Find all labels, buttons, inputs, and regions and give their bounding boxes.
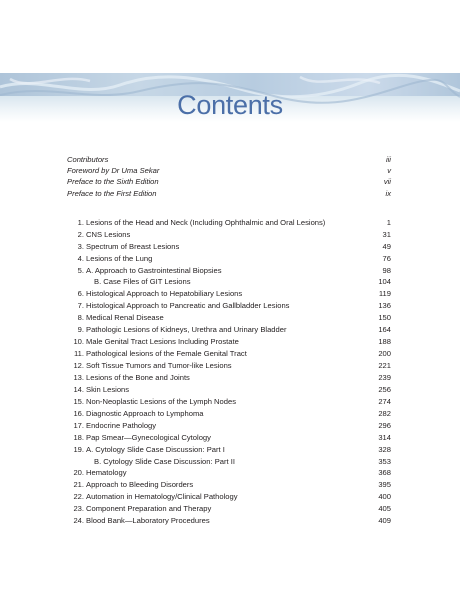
page-number: 150 [378, 313, 391, 323]
chapter-title: Histological Approach to Pancreatic and Gallbladder Lesions [86, 301, 290, 311]
section-gap [67, 199, 391, 217]
chapter-title: A. Approach to Gastrointestinal Biopsies [86, 265, 222, 275]
chapter-number: 20. [73, 468, 84, 478]
chapter-title: Approach to Bleeding Disorders [86, 480, 194, 490]
page-number: 395 [378, 480, 391, 490]
chapter-title: Lesions of the Bone and Joints [86, 372, 190, 382]
page-number: v [387, 166, 391, 176]
chapter-number: 2. [77, 229, 84, 239]
page-number: 368 [378, 468, 391, 478]
chapter-number: 22. [73, 492, 84, 502]
chapter-number: 7. [77, 301, 84, 311]
page-number: 256 [378, 384, 391, 394]
front-matter-title: Contributors [67, 155, 109, 164]
chapter-item [67, 265, 391, 277]
page-number: 76 [382, 253, 391, 263]
chapter-title: Pathologic Lesions of Kidneys, Urethra and Urinary Bladder [86, 325, 287, 335]
front-matter-item [67, 154, 391, 165]
chapter-title: B. Cytology Slide Case Discussion: Part II [94, 456, 235, 466]
chapter-number: 4. [77, 253, 84, 263]
chapter-title: Diagnostic Approach to Lymphoma [86, 408, 204, 418]
page-number: 1 [386, 217, 391, 227]
front-matter-title: Preface to the Sixth Edition [67, 177, 159, 187]
chapter-item [67, 479, 391, 491]
chapter-number: 23. [73, 504, 84, 514]
chapter-title: Medical Renal Disease [86, 313, 164, 323]
page-number: 328 [378, 444, 391, 454]
chapter-title: Non-Neoplastic Lesions of the Lymph Nodes [86, 396, 236, 406]
chapter-item [67, 336, 391, 348]
page-number: 104 [378, 277, 391, 287]
page-number: 409 [378, 516, 391, 526]
page-number: iii [385, 155, 391, 164]
page-number: 400 [378, 492, 391, 502]
chapter-title: Soft Tissue Tumors and Tumor-like Lesions [86, 361, 232, 370]
chapter-title: Skin Lesions [86, 384, 130, 394]
chapter-item [67, 503, 391, 515]
chapter-title: Histological Approach to Hepatobiliary Lesions [86, 289, 243, 299]
chapter-item [67, 324, 391, 336]
page-number: vii [383, 177, 391, 187]
page-number: 405 [378, 504, 391, 514]
page-number: 119 [378, 289, 391, 299]
chapter-number: 1. [77, 217, 84, 227]
chapter-title: B. Case Files of GIT Lesions [94, 277, 191, 287]
chapter-number: 19. [73, 444, 84, 454]
chapter-item [67, 372, 391, 384]
front-matter-title: Preface to the First Edition [67, 188, 157, 198]
chapter-title: Pathological lesions of the Female Genital Tract [86, 349, 247, 359]
chapter-number: 3. [77, 241, 84, 251]
page-number: ix [385, 188, 391, 198]
chapter-item [67, 253, 391, 265]
page-number: 296 [378, 420, 391, 430]
chapter-number: 13. [73, 372, 84, 382]
chapter-item [67, 384, 391, 396]
chapter-number: 5. [77, 265, 84, 275]
chapter-title: Component Preparation and Therapy [86, 504, 212, 514]
front-matter-title: Foreword by Dr Uma Sekar [67, 166, 160, 176]
chapter-item [67, 515, 391, 527]
chapter-item [67, 396, 391, 408]
chapter-number: 12. [73, 361, 84, 370]
chapter-number: 18. [73, 432, 84, 442]
page-number: 136 [378, 301, 391, 311]
table-of-contents [67, 154, 391, 527]
page-number: 282 [378, 408, 391, 418]
chapter-item [67, 360, 391, 372]
chapter-title: CNS Lesions [86, 229, 131, 239]
chapter-title: A. Cytology Slide Case Discussion: Part I [86, 444, 225, 454]
front-matter-list [67, 154, 391, 199]
page-number: 98 [382, 265, 391, 275]
chapter-number: 11. [74, 349, 84, 359]
front-matter-item [67, 165, 391, 176]
chapter-title: Lesions of the Lung [86, 253, 153, 263]
page-number: 31 [382, 229, 391, 239]
chapter-item [67, 348, 391, 360]
chapter-title: Blood Bank—Laboratory Procedures [86, 516, 210, 526]
page-number: 353 [378, 456, 391, 466]
chapter-number: 17. [73, 420, 84, 430]
page-title: Contents [177, 90, 283, 120]
chapter-item [67, 444, 391, 456]
chapter-item [67, 276, 391, 288]
page-number: 274 [378, 396, 391, 406]
chapter-number: 24. [73, 516, 84, 526]
page-number: 239 [378, 372, 391, 382]
chapter-title: Spectrum of Breast Lesions [86, 241, 180, 251]
chapter-item [67, 467, 391, 479]
chapter-title: Hematology [86, 468, 127, 478]
chapter-item [67, 456, 391, 468]
chapter-list [67, 217, 391, 527]
chapter-item [67, 408, 391, 420]
chapter-item [67, 420, 391, 432]
chapter-title: Pap Smear—Gynecological Cytology [86, 432, 211, 442]
page-number: 221 [378, 361, 391, 370]
chapter-title: Lesions of the Head and Neck (Including Ophthalmic and Oral Lesions) [86, 217, 326, 227]
page-number: 314 [378, 432, 391, 442]
page-number: 188 [378, 337, 391, 347]
page-number: 164 [378, 325, 391, 335]
chapter-number: 21. [73, 480, 84, 490]
chapter-number: 8. [77, 313, 84, 323]
chapter-title: Endocrine Pathology [86, 420, 157, 430]
chapter-number: 10. [73, 337, 84, 347]
chapter-item [67, 229, 391, 241]
front-matter-item [67, 176, 391, 187]
chapter-item [67, 312, 391, 324]
chapter-item [67, 432, 391, 444]
page-number: 200 [378, 349, 391, 359]
chapter-item [67, 491, 391, 503]
chapter-item [67, 217, 391, 229]
chapter-title: Male Genital Tract Lesions Including Prostate [86, 337, 239, 347]
front-matter-item [67, 188, 391, 199]
chapter-number: 16. [73, 408, 84, 418]
chapter-number: 6. [77, 289, 84, 299]
chapter-title: Automation in Hematology/Clinical Pathology [86, 492, 238, 502]
chapter-item [67, 241, 391, 253]
chapter-item [67, 300, 391, 312]
chapter-item [67, 288, 391, 300]
page-number: 49 [382, 241, 391, 251]
chapter-number: 15. [73, 396, 84, 406]
chapter-number: 14. [73, 384, 84, 394]
chapter-number: 9. [77, 325, 84, 335]
